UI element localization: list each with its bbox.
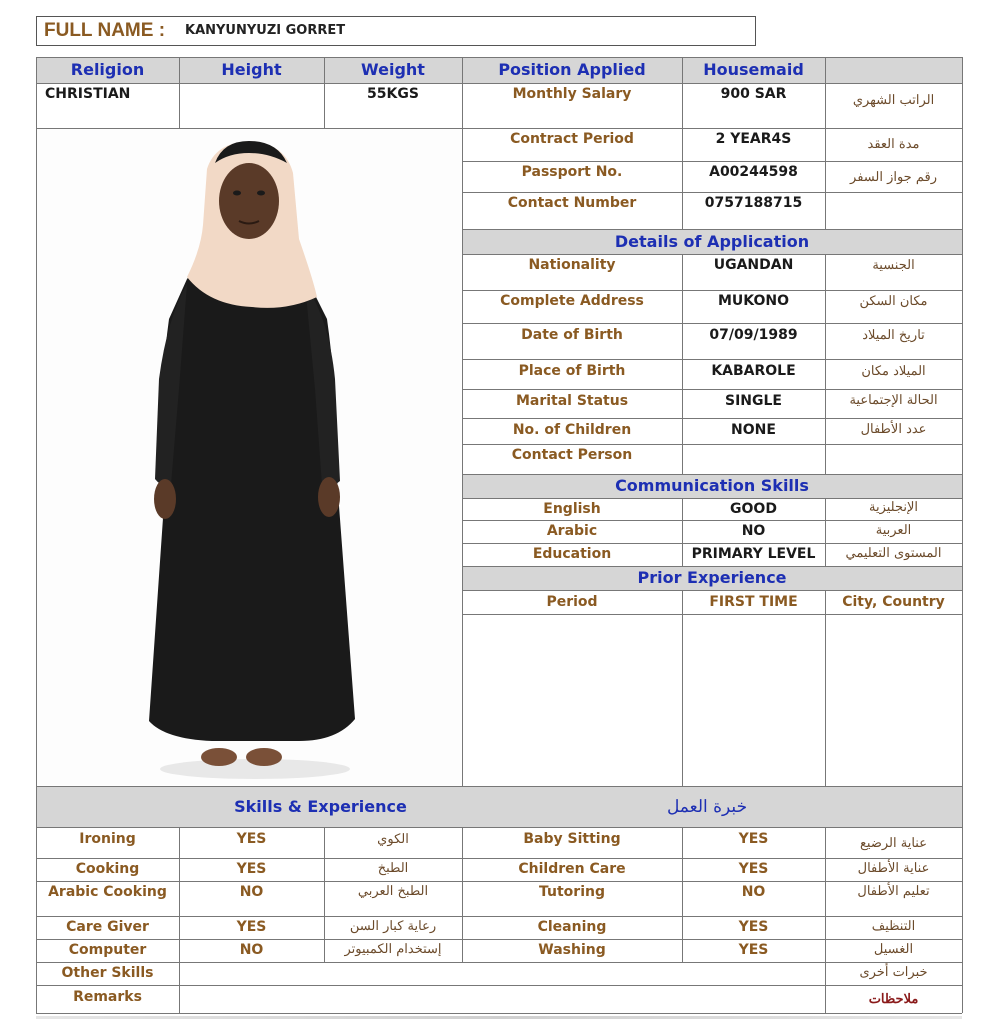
contact-person-label: Contact Person bbox=[511, 447, 633, 464]
weight-value: 55KGS bbox=[367, 86, 419, 103]
english-arabic: الإنجليزية bbox=[868, 500, 919, 516]
skill-computer-arabic: إستخدام الكمبيوتر bbox=[344, 941, 442, 957]
skill-tutoring-answer: NO bbox=[741, 884, 766, 901]
skill-care-giver-label: Care Giver bbox=[66, 919, 149, 936]
skill-arabic-cooking-answer: NO bbox=[239, 884, 264, 901]
nationality-label: Nationality bbox=[528, 257, 616, 274]
english-value: GOOD bbox=[730, 500, 777, 517]
place-of-birth-label: Place of Birth bbox=[518, 363, 626, 380]
monthly-salary-label: Monthly Salary bbox=[512, 86, 632, 103]
passport-value: A00244598 bbox=[709, 164, 798, 181]
skill-children-care-answer: YES bbox=[738, 861, 769, 878]
nationality-value: UGANDAN bbox=[713, 257, 794, 274]
contact-person-arabic bbox=[825, 445, 962, 467]
education-arabic: المستوى التعليمي bbox=[845, 545, 942, 561]
height-header: Height bbox=[221, 60, 282, 80]
skill-tutoring-arabic: تعليم الأطفال bbox=[857, 883, 930, 899]
skill-ironing-answer: YES bbox=[236, 831, 267, 848]
skill-washing-answer: YES bbox=[738, 942, 769, 959]
arabic-language-value: NO bbox=[741, 523, 766, 540]
skill-care-giver-answer: YES bbox=[236, 919, 267, 936]
date-of-birth-value: 07/09/1989 bbox=[709, 327, 798, 344]
children-arabic: عدد الأطفال bbox=[860, 421, 927, 437]
contact-number-arabic bbox=[825, 193, 962, 215]
date-of-birth-label: Date of Birth bbox=[521, 327, 623, 344]
prior-experience-city: City, Country bbox=[842, 593, 945, 610]
religion-header: Religion bbox=[70, 60, 145, 80]
skill-washing-arabic: الغسيل bbox=[873, 941, 914, 957]
marital-status-label: Marital Status bbox=[515, 393, 629, 410]
skill-baby-sitting-arabic: عناية الرضيع bbox=[860, 835, 927, 851]
marital-status-value: SINGLE bbox=[725, 393, 782, 410]
skill-tutoring-label: Tutoring bbox=[539, 884, 605, 901]
religion-value: CHRISTIAN bbox=[45, 86, 131, 103]
skill-computer-label: Computer bbox=[68, 942, 147, 959]
skills-title: Skills & Experience bbox=[234, 797, 407, 817]
other-skills-arabic: خبرات أخرى bbox=[859, 964, 928, 980]
skill-arabic-cooking-label: Arabic Cooking bbox=[48, 884, 167, 901]
applicant-photo-image bbox=[37, 129, 461, 785]
remarks-label: Remarks bbox=[73, 989, 142, 1006]
weight-header: Weight bbox=[361, 60, 425, 80]
complete-address-arabic: مكان السكن bbox=[859, 293, 928, 309]
skill-care-giver-arabic: رعاية كبار السن bbox=[349, 918, 437, 934]
skill-ironing-arabic: الكوي bbox=[377, 831, 409, 847]
passport-label: Passport No. bbox=[521, 164, 623, 181]
contract-period-arabic: مدة العقد bbox=[867, 136, 920, 152]
details-of-application-title: Details of Application bbox=[614, 231, 810, 251]
applicant-photo bbox=[37, 129, 461, 785]
height-value bbox=[179, 84, 324, 106]
arabic-language-label: Arabic bbox=[546, 523, 598, 540]
date-of-birth-arabic: تاريخ الميلاد bbox=[862, 327, 925, 343]
contract-period-value: 2 YEAR4S bbox=[715, 131, 792, 148]
place-of-birth-value: KABAROLE bbox=[711, 363, 796, 380]
skill-cooking-arabic: الطبخ bbox=[377, 860, 409, 876]
monthly-salary-value: 900 SAR bbox=[720, 86, 787, 103]
skill-cooking-answer: YES bbox=[236, 861, 267, 878]
passport-arabic: رقم جواز السفر bbox=[850, 169, 937, 185]
contact-number-label: Contact Number bbox=[507, 195, 637, 212]
contact-person-value bbox=[682, 445, 825, 467]
skills-band bbox=[36, 787, 962, 827]
children-value: NONE bbox=[731, 422, 776, 439]
skill-arabic-cooking-arabic: الطبخ العربي bbox=[357, 883, 429, 899]
remarks-arabic: ملاحظات bbox=[868, 991, 919, 1007]
skills-title-arabic: خبرة العمل bbox=[666, 796, 748, 817]
prior-experience-period: Period bbox=[546, 593, 598, 610]
contact-number-value: 0757188715 bbox=[704, 195, 803, 212]
footer-rule bbox=[36, 1016, 962, 1019]
marital-status-arabic: الحالة الإجتماعية bbox=[849, 392, 938, 408]
skill-cleaning-arabic: التنظيف bbox=[871, 918, 916, 934]
monthly-salary-arabic: الراتب الشهري bbox=[852, 92, 935, 108]
place-of-birth-arabic: الميلاد مكان bbox=[861, 363, 926, 379]
skill-cleaning-answer: YES bbox=[738, 919, 769, 936]
children-label: No. of Children bbox=[512, 422, 632, 439]
education-value: PRIMARY LEVEL bbox=[691, 546, 816, 563]
english-label: English bbox=[543, 500, 601, 517]
prior-experience-value: FIRST TIME bbox=[709, 593, 798, 610]
skill-cleaning-label: Cleaning bbox=[537, 919, 607, 936]
skill-baby-sitting-answer: YES bbox=[738, 831, 769, 848]
other-skills-label: Other Skills bbox=[61, 965, 154, 982]
skill-children-care-arabic: عناية الأطفال bbox=[857, 860, 930, 876]
complete-address-label: Complete Address bbox=[500, 293, 644, 310]
skill-children-care-label: Children Care bbox=[518, 861, 626, 878]
position-applied-header: Position Applied bbox=[498, 60, 646, 80]
arabic-language-arabic: العربية bbox=[875, 522, 912, 538]
skill-ironing-label: Ironing bbox=[79, 831, 136, 848]
complete-address-value: MUKONO bbox=[717, 293, 790, 310]
full-name-label: FULL NAME : bbox=[44, 20, 166, 41]
prior-experience-title: Prior Experience bbox=[637, 568, 787, 588]
skill-cooking-label: Cooking bbox=[75, 861, 140, 878]
nationality-arabic: الجنسية bbox=[872, 257, 915, 273]
skill-computer-answer: NO bbox=[239, 942, 264, 959]
communication-skills-title: Communication Skills bbox=[615, 476, 809, 496]
full-name-value: KANYUNYUZI GORRET bbox=[185, 23, 346, 38]
skill-baby-sitting-label: Baby Sitting bbox=[523, 831, 621, 848]
education-label: Education bbox=[532, 546, 612, 563]
skill-washing-label: Washing bbox=[538, 942, 606, 959]
contract-period-label: Contract Period bbox=[510, 131, 634, 148]
position-value-header: Housemaid bbox=[703, 60, 804, 80]
